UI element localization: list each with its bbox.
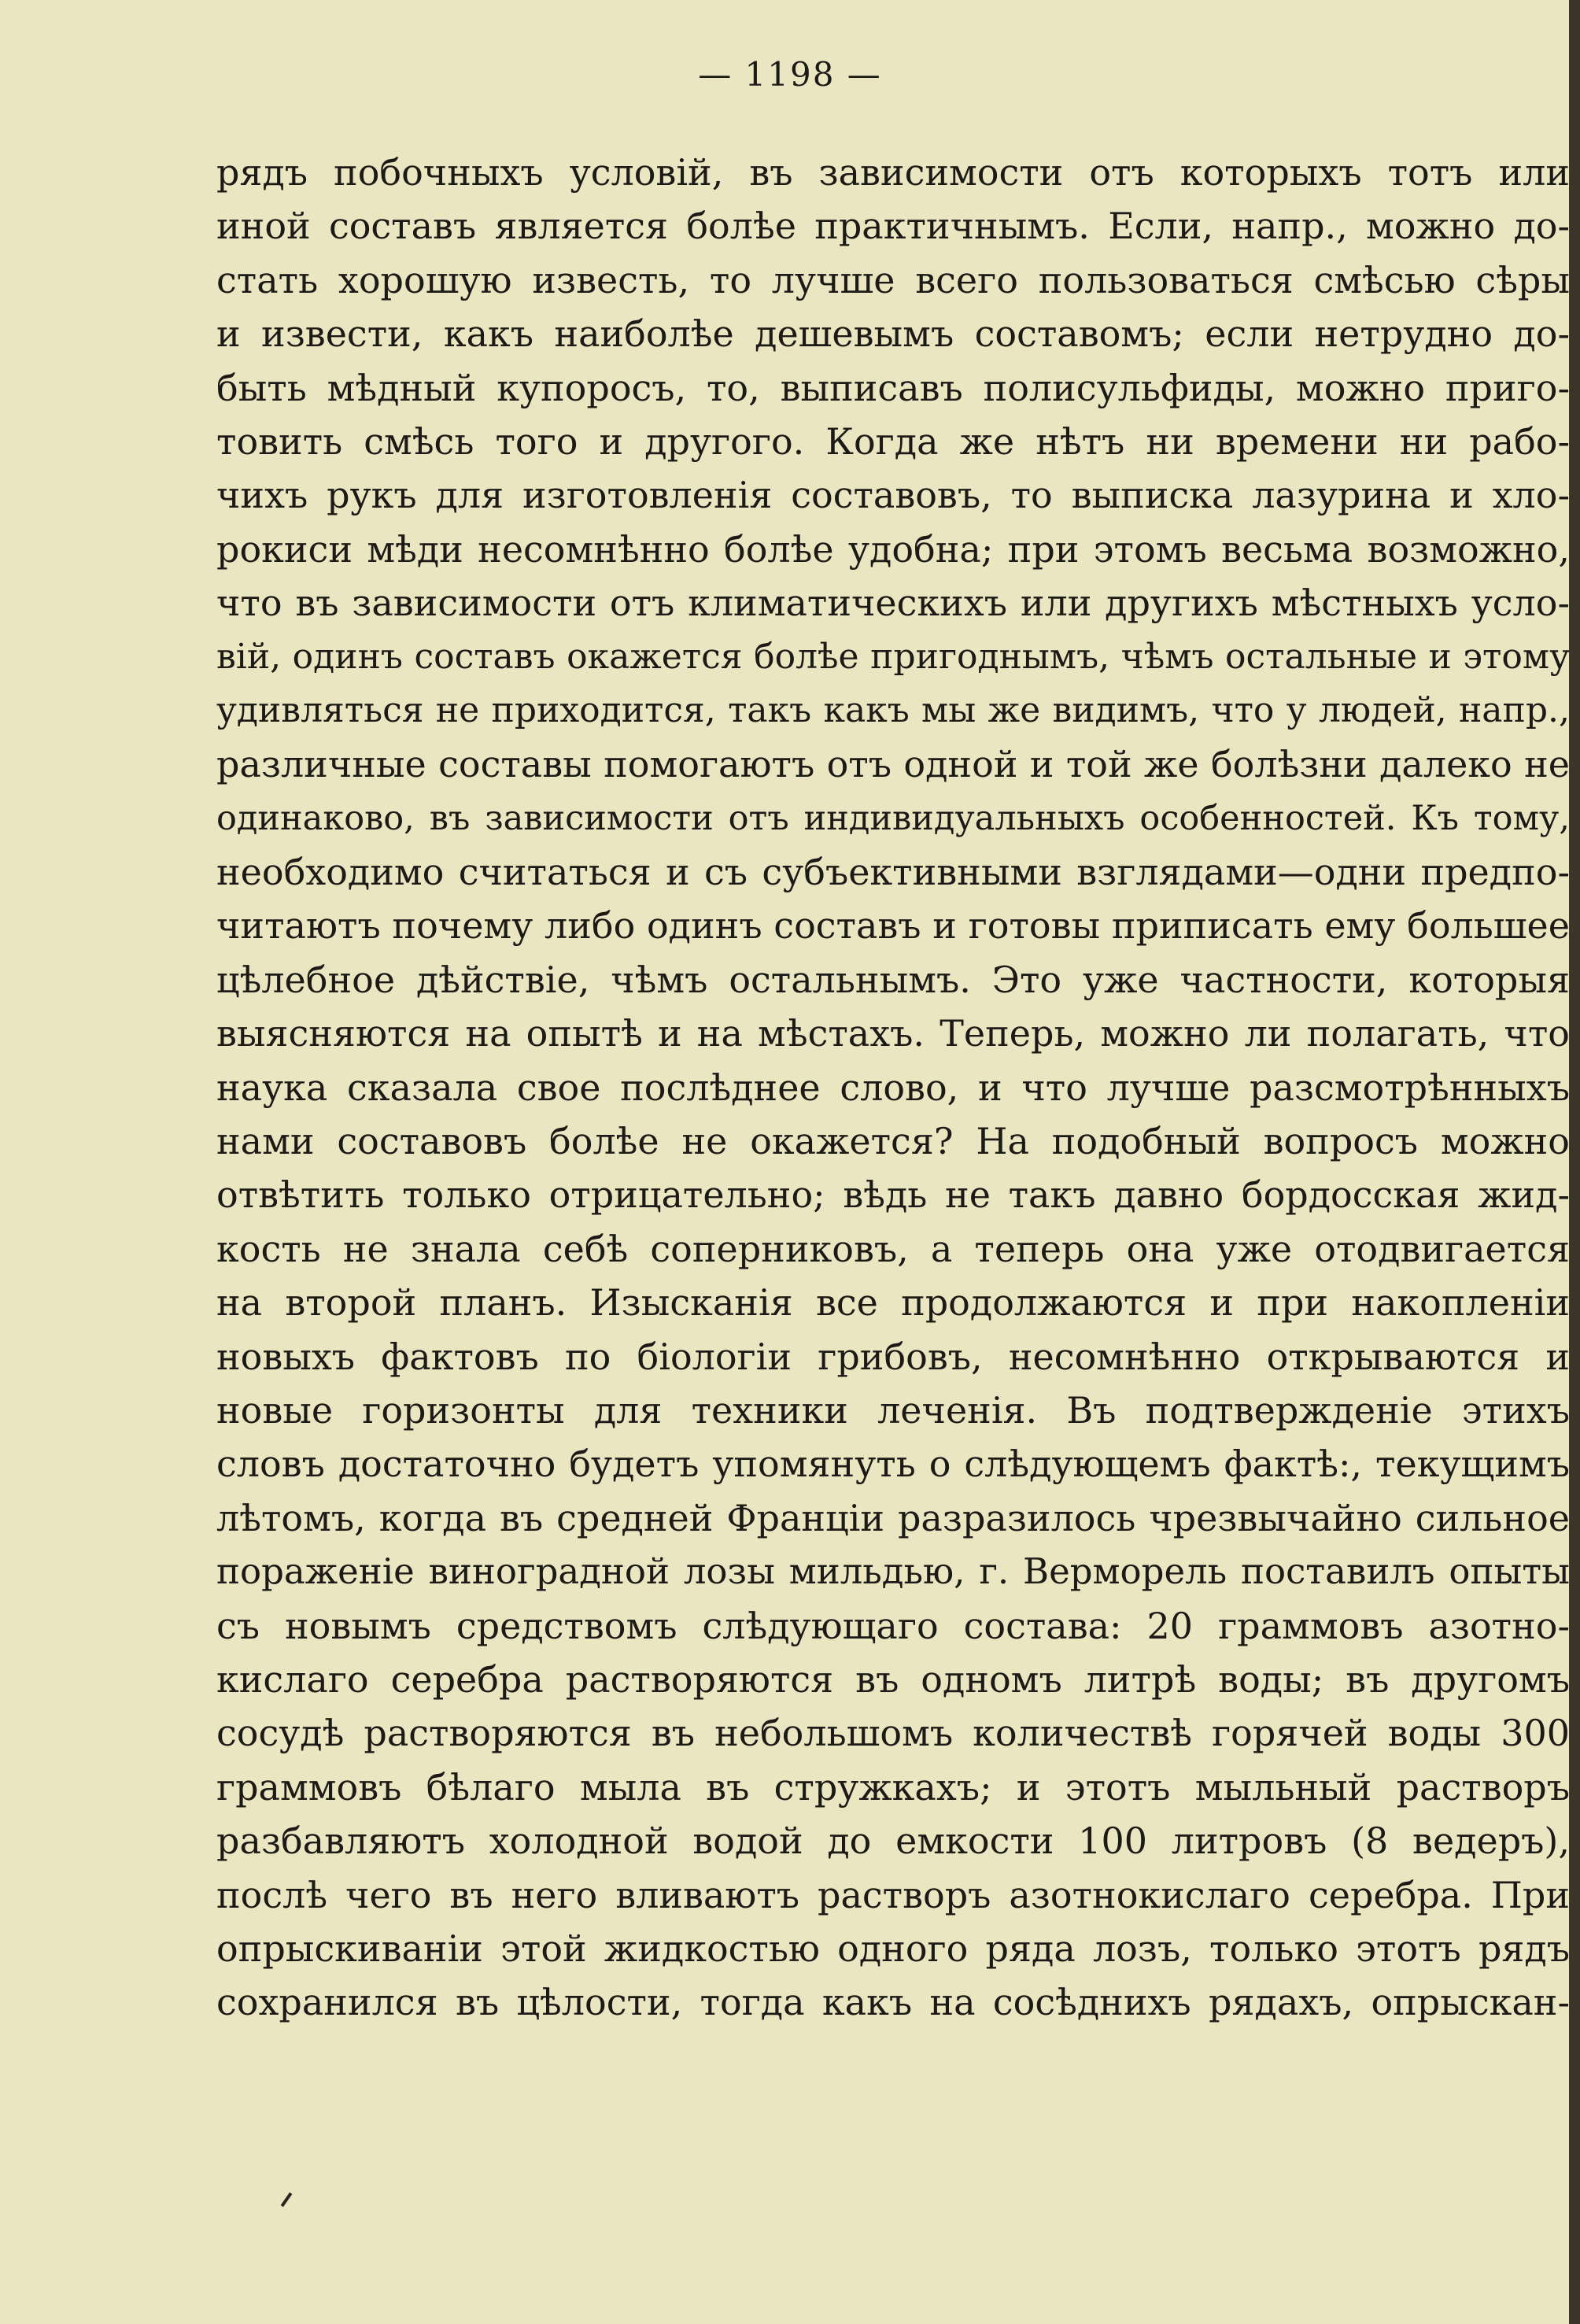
text-line: отвѣтить только отрицательно; вѣдь не такъ давно бордосская жид-	[216, 1173, 1570, 1217]
text-line: кость не знала себѣ соперниковъ, а теперь она уже отодвигается	[216, 1227, 1570, 1270]
pen-mark	[281, 2193, 293, 2208]
text-line: сохранился въ цѣлости, тогда какъ на сосѣднихъ рядахъ, опрыскан-	[216, 1981, 1570, 2024]
page-edge-shadow	[1569, 0, 1580, 2324]
text-line: иной составъ является болѣе практичнымъ. Если, напр., можно до-	[216, 205, 1570, 248]
text-line: наука сказала свое послѣднее слово, и что лучше разсмотрѣнныхъ	[216, 1066, 1570, 1109]
text-line: стать хорошую известь, то лучше всего пользоваться смѣсью сѣры	[216, 258, 1570, 301]
text-line: чихъ рукъ для изготовленія составовъ, то выписка лазурина и хло-	[216, 474, 1570, 517]
text-line: быть мѣдный купоросъ, то, выписавъ полисульфиды, можно приго-	[216, 366, 1570, 409]
text-line: кислаго серебра растворяются въ одномъ литрѣ воды; въ другомъ	[216, 1657, 1570, 1701]
text-line: новые горизонты для техники леченія. Въ подтвержденіе этихъ	[216, 1388, 1570, 1432]
body-text	[216, 146, 1570, 2030]
text-line: выясняются на опытѣ и на мѣстахъ. Теперь, можно ли полагать, что	[216, 1012, 1570, 1055]
text-line: разбавляютъ холодной водой до емкости 100 литровъ (8 ведеръ),	[216, 1820, 1570, 1863]
page-number: — 1198 —	[698, 55, 882, 94]
text-line: рокиси мѣди несомнѣнно болѣе удобна; при этомъ весьма возможно,	[216, 527, 1570, 571]
text-line: нами составовъ болѣе не окажется? На подобный вопросъ можно	[216, 1120, 1570, 1163]
text-line: на второй планъ. Изысканія все продолжаются и при накопленіи	[216, 1281, 1570, 1325]
text-line: словъ достаточно будетъ упомянуть о слѣдующемъ фактѣ:, текущимъ	[216, 1443, 1570, 1486]
text-line: граммовъ бѣлаго мыла въ стружкахъ; и этотъ мыльный растворъ	[216, 1765, 1570, 1809]
text-line: удивляться не приходится, такъ какъ мы же видимъ, что у людей, напр.,	[216, 689, 1570, 730]
text-line: одинаково, въ зависимости отъ индивидуальныхъ особенностей. Къ тому,	[216, 798, 1570, 838]
text-line: и извести, какъ наиболѣе дешевымъ составомъ; если нетрудно до-	[216, 312, 1570, 356]
text-line: пораженіе виноградной лозы мильдью, г. Верморель поставилъ опыты	[216, 1550, 1570, 1593]
text-line: цѣлебное дѣйствіе, чѣмъ остальнымъ. Это уже частности, которыя	[216, 958, 1570, 1001]
text-line: новыхъ фактовъ по біологіи грибовъ, несомнѣнно открываются и	[216, 1335, 1570, 1378]
text-line: опрыскиваніи этой жидкостью одного ряда лозъ, только этотъ рядъ	[216, 1927, 1570, 1970]
text-line: товить смѣсь того и другого. Когда же нѣтъ ни времени ни рабо-	[216, 419, 1570, 463]
text-line: съ новымъ средствомъ слѣдующаго состава: 20 граммовъ азотно-	[216, 1604, 1570, 1647]
text-line: читаютъ почему либо одинъ составъ и готовы приписать ему большее	[216, 904, 1570, 948]
text-line: различные составы помогаютъ отъ одной и той же болѣзни далеко не	[216, 743, 1570, 786]
text-line: сосудѣ растворяются въ небольшомъ количествѣ горячей воды 300	[216, 1712, 1570, 1755]
text-line: послѣ чего въ него вливаютъ растворъ азотнокислаго серебра. При	[216, 1873, 1570, 1916]
text-line: рядъ побочныхъ условій, въ зависимости отъ которыхъ тотъ или	[216, 151, 1570, 194]
text-line: вій, одинъ составъ окажется болѣе пригоднымъ, чѣмъ остальные и этому	[216, 636, 1570, 677]
text-line: необходимо считаться и съ субъективными взглядами—одни предпо-	[216, 851, 1570, 894]
text-line: что въ зависимости отъ климатическихъ или другихъ мѣстныхъ усло-	[216, 582, 1570, 625]
text-line: лѣтомъ, когда въ средней Франціи разразилось чрезвычайно сильное	[216, 1496, 1570, 1539]
